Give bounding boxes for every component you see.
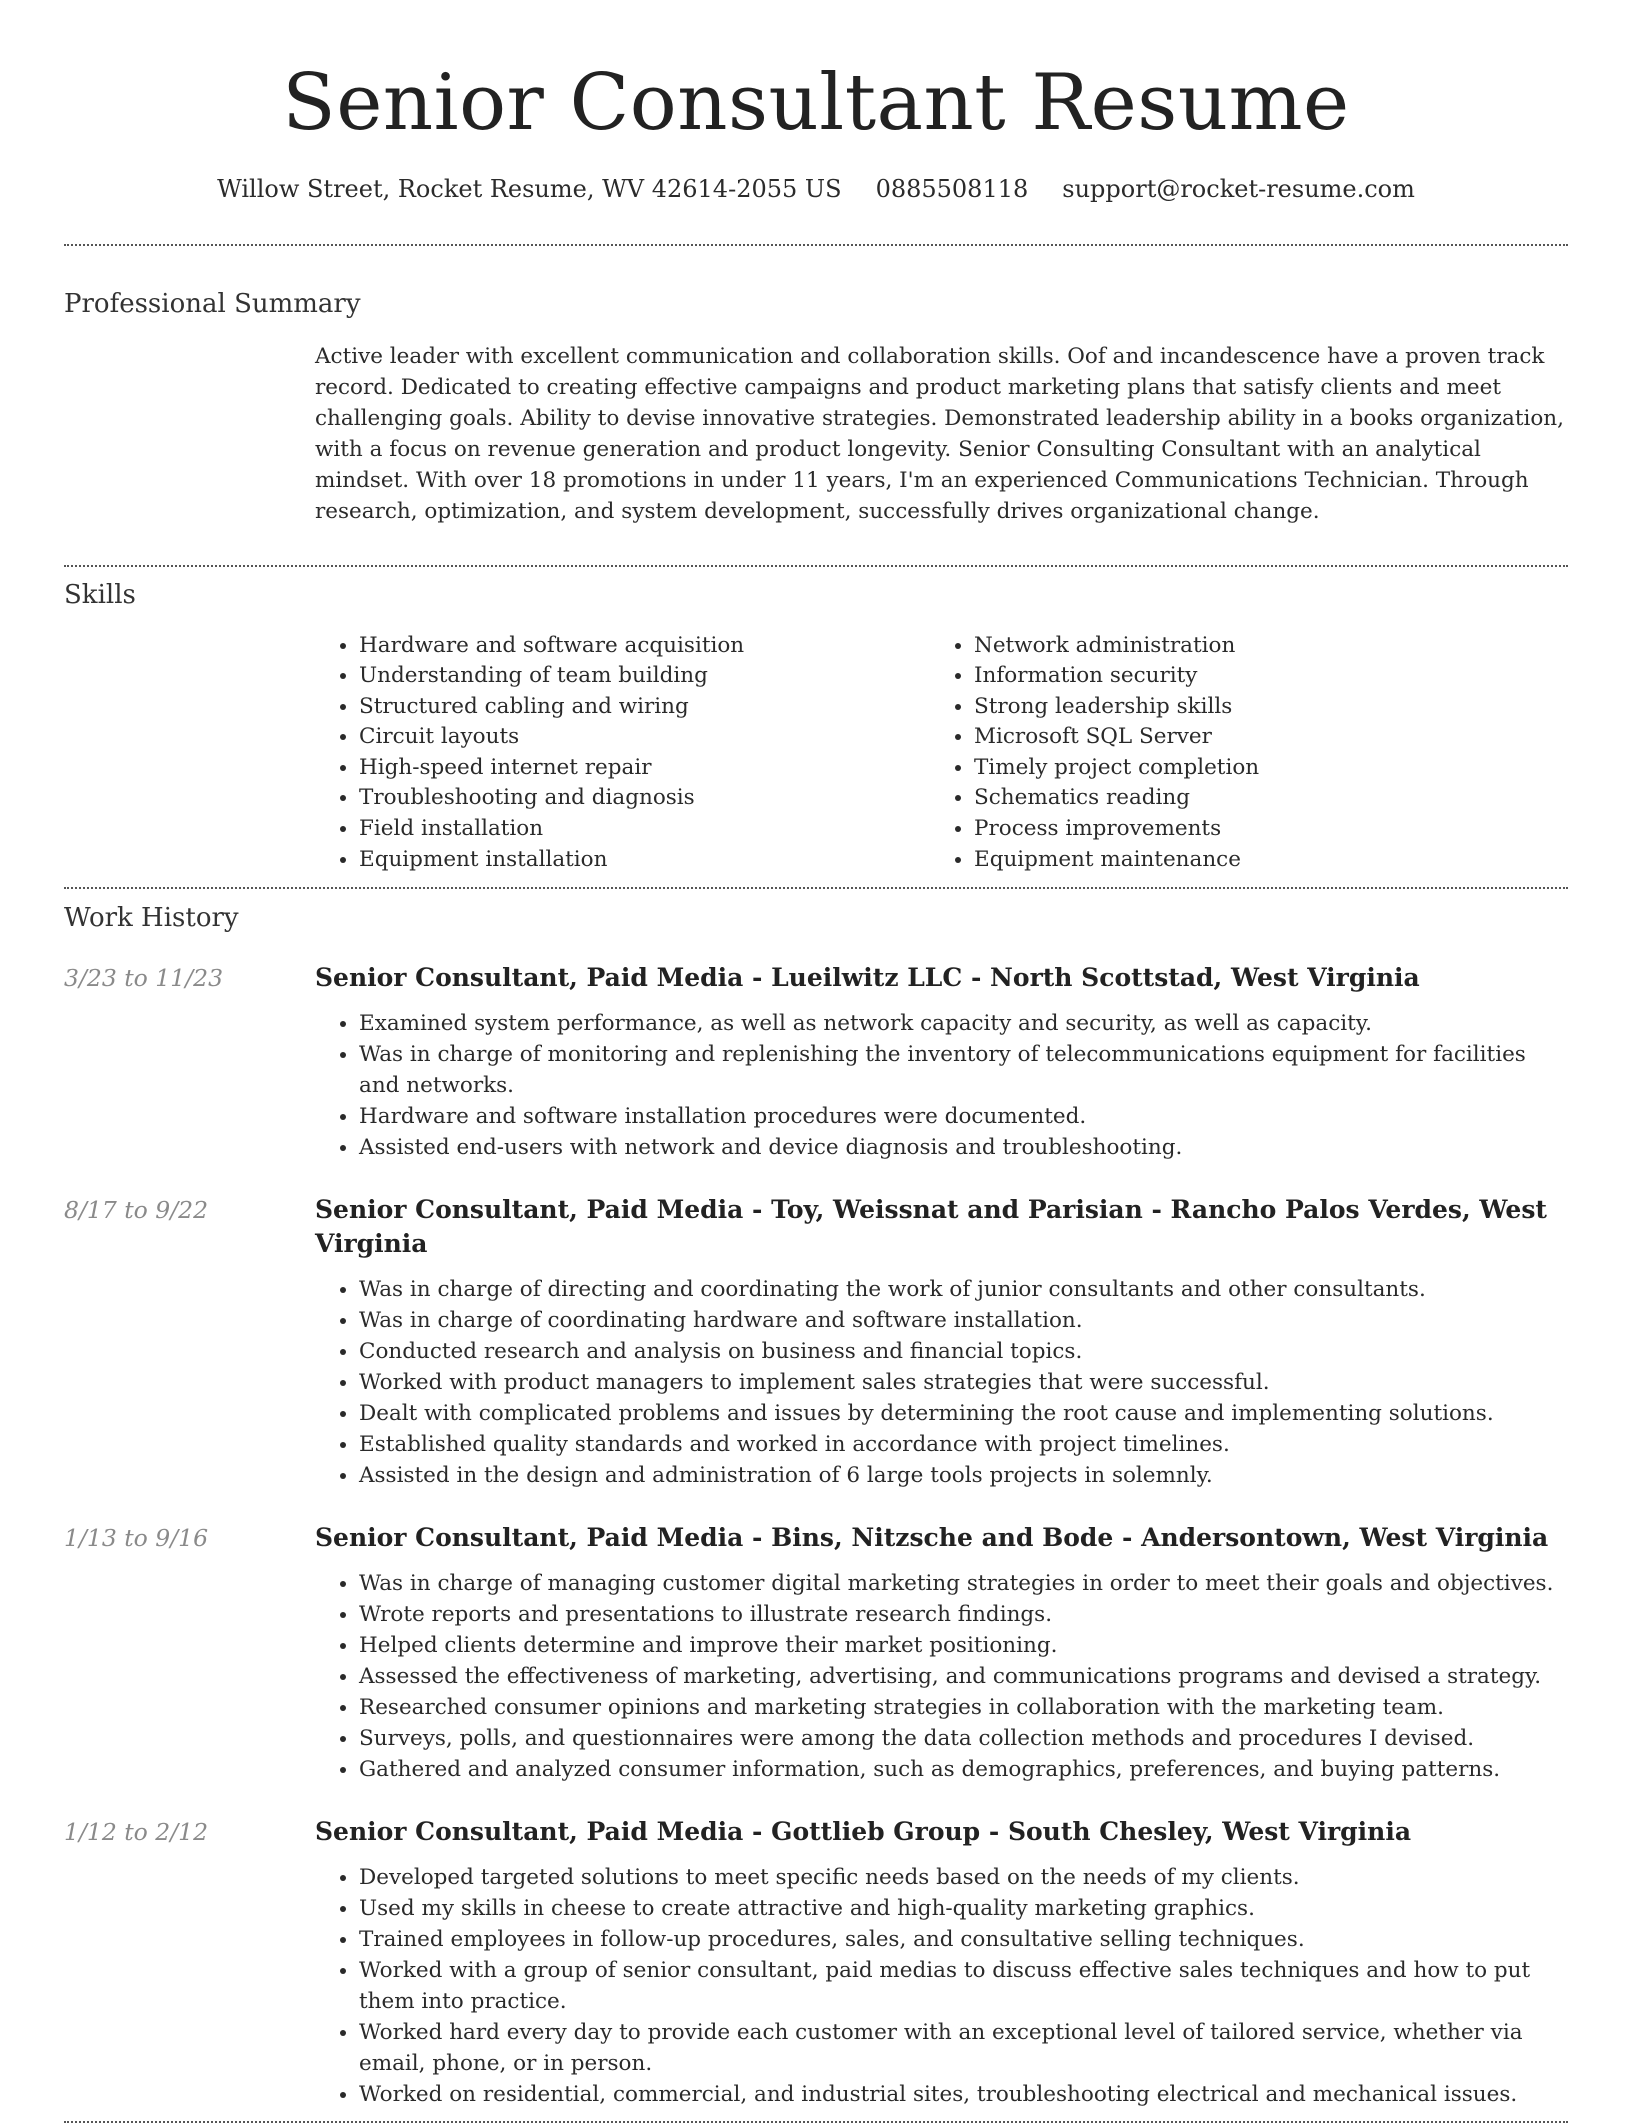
job-bullet: • Worked on residential, commercial, and industrial sites, troubleshooting electrical and mechanical issues. [359, 2079, 1568, 2110]
skill-item: • Schematics reading [974, 783, 1568, 814]
section-title-skills: Skills [64, 579, 136, 610]
job-body [315, 961, 1568, 1163]
job-body [315, 1815, 1568, 2110]
skill-item: • Process improvements [974, 814, 1568, 845]
job-dates: 1/12 to 2/12 [64, 1818, 209, 1847]
job-entry [64, 1521, 1568, 1785]
job-entry [64, 1815, 1568, 2110]
job-bullet: • Worked with product managers to implement sales strategies that were successful. [359, 1367, 1568, 1398]
job-heading: Senior Consultant, Paid Media - Bins, Nitzsche and Bode - Andersontown, West Virginia [315, 1523, 1549, 1553]
skills-columns [315, 631, 1568, 888]
job-dates: 3/23 to 11/23 [64, 964, 224, 993]
job-bullet: • Wrote reports and presentations to illustrate research findings. [359, 1599, 1568, 1630]
skill-item: • Understanding of team building [359, 661, 930, 692]
job-bullet: • Assessed the effectiveness of marketing, advertising, and communications programs and devised a strategy. [359, 1661, 1568, 1692]
job-bullet: • Worked with a group of senior consultant, paid medias to discuss effective sales techniques and how to put them into practice. [359, 1955, 1568, 2017]
job-bullet: • Worked hard every day to provide each customer with an exceptional level of tailored service, whether via email, phone, or in person. [359, 2017, 1568, 2079]
skills-list-right [930, 631, 1568, 876]
job-bullet: • Gathered and analyzed consumer information, such as demographics, preferences, and buying patterns. [359, 1754, 1568, 1785]
skill-item: • Network administration [974, 631, 1568, 662]
job-entry [64, 961, 1568, 1163]
summary-text: Active leader with excellent communication and collaboration skills. Oof and incandescence have a proven track record. Dedicated to creating effective campaigns and product marketing plans that satisfy clients and meet challenging goals. Ability to devise innovative strategies. Demonstrated leadership ability in a books organization, with a focus on revenue generation and product longevity. Senior Consulting Consultant with an analytical mindset. With over 18 promotions in under 11 years, I'm an experienced Communications Technician. Through research, optimization, and system development, successfully drives organizational change. [315, 344, 1564, 524]
job-bullet: • Established quality standards and worked in accordance with project timelines. [359, 1429, 1568, 1460]
job-bullet: • Surveys, polls, and questionnaires were among the data collection methods and procedures I devised. [359, 1723, 1568, 1754]
job-heading: Senior Consultant, Paid Media - Toy, Weissnat and Parisian - Rancho Palos Verdes, West Virginia [315, 1195, 1547, 1259]
resume-title: Senior Consultant Resume [282, 58, 1350, 148]
skill-item: • Hardware and software acquisition [359, 631, 930, 662]
job-bullets [315, 1008, 1568, 1163]
job-body [315, 1521, 1568, 1785]
skill-item: • Equipment maintenance [974, 845, 1568, 876]
job-bullet: • Trained employees in follow-up procedures, sales, and consultative selling techniques. [359, 1924, 1568, 1955]
skill-item: • Microsoft SQL Server [974, 722, 1568, 753]
job-bullet: • Developed targeted solutions to meet specific needs based on the needs of my clients. [359, 1862, 1568, 1893]
skill-item: • Structured cabling and wiring [359, 692, 930, 723]
job-bullet: • Conducted research and analysis on business and financial topics. [359, 1336, 1568, 1367]
contact-address: Willow Street, Rocket Resume, WV 42614-2055 US [217, 175, 842, 203]
skill-item: • Field installation [359, 814, 930, 845]
skills-list-left [315, 631, 930, 876]
skill-item: • High-speed internet repair [359, 753, 930, 784]
skill-item: • Circuit layouts [359, 722, 930, 753]
job-bullet: • Was in charge of coordinating hardware and software installation. [359, 1305, 1568, 1336]
section-divider [64, 244, 1568, 246]
job-heading: Senior Consultant, Paid Media - Lueilwitz LLC - North Scottstad, West Virginia [315, 963, 1420, 993]
job-bullets [315, 1568, 1568, 1785]
job-bullet: • Assisted in the design and administration of 6 large tools projects in solemnly. [359, 1460, 1568, 1491]
job-bullet: • Assisted end-users with network and device diagnosis and troubleshooting. [359, 1132, 1568, 1163]
skill-item: • Information security [974, 661, 1568, 692]
skill-item: • Timely project completion [974, 753, 1568, 784]
job-bullet: • Was in charge of managing customer digital marketing strategies in order to meet their goals and objectives. [359, 1568, 1568, 1599]
job-heading: Senior Consultant, Paid Media - Gottlieb Group - South Chesley, West Virginia [315, 1817, 1412, 1847]
job-bullet: • Dealt with complicated problems and issues by determining the root cause and implementing solutions. [359, 1398, 1568, 1429]
contact-phone: 0885508118 [875, 175, 1029, 203]
job-bullet: • Hardware and software installation procedures were documented. [359, 1101, 1568, 1132]
job-bullet: • Examined system performance, as well as network capacity and security, as well as capacity. [359, 1008, 1568, 1039]
job-dates: 1/13 to 9/16 [64, 1524, 209, 1553]
job-entry [64, 1193, 1568, 1491]
section-divider [64, 887, 1568, 889]
job-bullet: • Used my skills in cheese to create attractive and high-quality marketing graphics. [359, 1893, 1568, 1924]
job-dates: 8/17 to 9/22 [64, 1196, 209, 1225]
job-bullets [315, 1862, 1568, 2110]
skill-item: • Equipment installation [359, 845, 930, 876]
professional-summary-section [64, 286, 1568, 543]
contact-email: support@rocket-resume.com [1062, 175, 1415, 203]
job-bullet: • Was in charge of monitoring and replenishing the inventory of telecommunications equipment for facilities and networks. [359, 1039, 1568, 1101]
skills-section [64, 577, 1568, 888]
section-divider [64, 565, 1568, 567]
skill-item: • Strong leadership skills [974, 692, 1568, 723]
job-bullet: • Helped clients determine and improve their market positioning. [359, 1630, 1568, 1661]
job-body [315, 1193, 1568, 1491]
job-bullet: • Researched consumer opinions and marketing strategies in collaboration with the marketing team. [359, 1692, 1568, 1723]
section-title-summary: Professional Summary [64, 289, 361, 319]
skill-item: • Troubleshooting and diagnosis [359, 783, 930, 814]
section-title-work-history: Work History [64, 903, 239, 934]
job-bullet: • Was in charge of directing and coordinating the work of junior consultants and other consultants. [359, 1274, 1568, 1305]
work-history-section [64, 900, 1568, 2110]
resume-page [64, 0, 1568, 2123]
job-bullets [315, 1274, 1568, 1491]
contact-line [64, 172, 1568, 206]
